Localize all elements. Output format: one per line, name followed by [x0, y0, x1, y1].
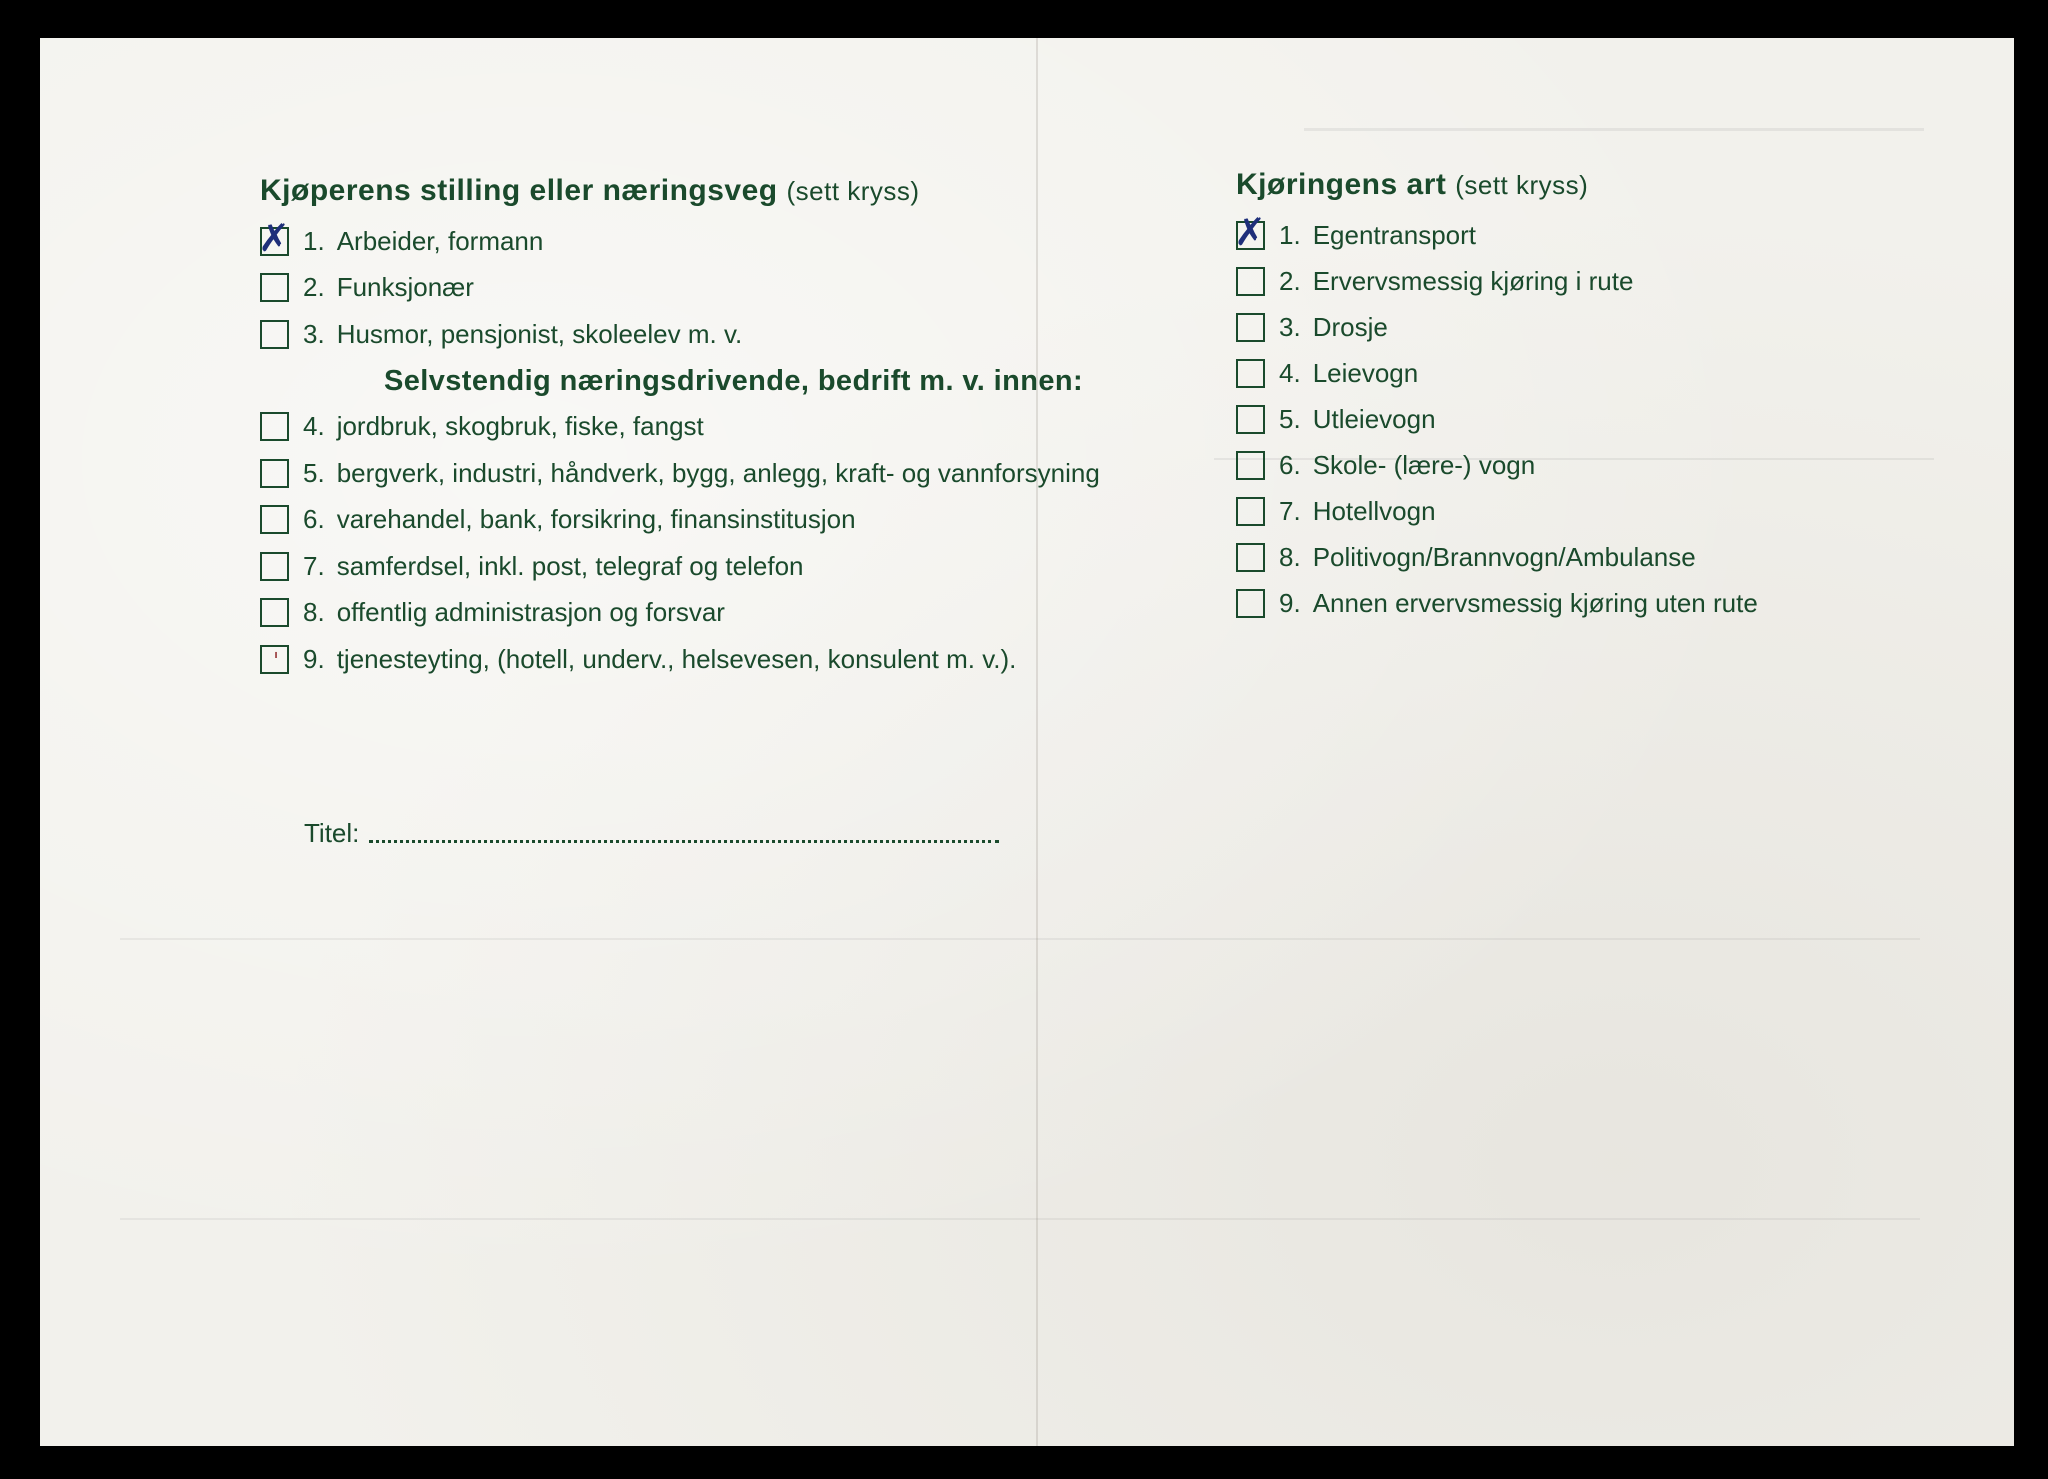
checkbox-row[interactable]: [1236, 258, 1758, 304]
pen-tick-mark: ˈ: [273, 650, 280, 675]
checkbox-row[interactable]: [260, 311, 1100, 358]
item-label: jordbruk, skogbruk, fiske, fangst: [336, 411, 704, 442]
titel-field[interactable]: [304, 818, 999, 849]
item-number: 1.: [303, 225, 325, 256]
titel-dotted-line[interactable]: [369, 840, 999, 843]
driving-type-heading: [1236, 158, 1758, 212]
item-label: Skole- (lære-) vogn: [1312, 449, 1536, 480]
checkbox[interactable]: [258, 215, 290, 260]
item-label: Utleievogn: [1312, 403, 1436, 434]
checkbox[interactable]: [1236, 313, 1265, 342]
item-label: offentlig administrasjon og forsvar: [336, 597, 725, 628]
checkbox-row[interactable]: [258, 215, 1100, 265]
item-number: 6.: [303, 504, 325, 535]
checkbox[interactable]: [1236, 589, 1265, 618]
titel-label: Titel:: [304, 818, 360, 848]
checkbox-row[interactable]: [260, 497, 1100, 544]
item-label: Arbeider, formann: [336, 225, 544, 256]
checkbox[interactable]: [260, 412, 289, 441]
item-number: 9.: [303, 643, 325, 674]
checkbox-row[interactable]: [1236, 396, 1758, 442]
checkbox-row[interactable]: [1236, 304, 1758, 350]
buyer-occupation-heading: [260, 164, 1100, 218]
item-number: 3.: [303, 318, 325, 349]
item-label: samferdsel, inkl. post, telegraf og telefon: [336, 550, 804, 581]
item-label: bergverk, industri, håndverk, bygg, anlegg, kraft- og vannforsyning: [336, 457, 1100, 488]
item-number: 2.: [1279, 265, 1301, 296]
checkbox-row[interactable]: [260, 590, 1100, 637]
checkbox-row[interactable]: [1236, 488, 1758, 534]
item-label: Annen ervervsmessig kjøring uten rute: [1312, 587, 1758, 618]
checkbox[interactable]: [1236, 451, 1265, 480]
checkbox-row[interactable]: [260, 450, 1100, 497]
heading-note: (sett kryss): [1455, 170, 1589, 200]
check-mark-icon: ✗: [1234, 209, 1266, 254]
checkbox[interactable]: [260, 320, 289, 349]
checkbox[interactable]: [260, 505, 289, 534]
item-number: 3.: [1279, 311, 1301, 342]
occupation-list-bottom: [260, 404, 1100, 683]
checkbox-row[interactable]: [1236, 442, 1758, 488]
bleed-through-block: [120, 1218, 1920, 1220]
heading-text: Kjøperens stilling eller næringsveg: [260, 174, 778, 207]
checkbox[interactable]: [1236, 543, 1265, 572]
item-number: 4.: [1279, 357, 1301, 388]
form-sheet: [40, 38, 2014, 1446]
checkbox-row[interactable]: [1236, 580, 1758, 626]
item-number: 4.: [303, 411, 325, 442]
checkbox-row[interactable]: [1236, 350, 1758, 396]
item-number: 5.: [1279, 403, 1301, 434]
checkbox[interactable]: [1236, 359, 1265, 388]
item-label: Drosje: [1312, 311, 1388, 342]
item-number: 8.: [303, 597, 325, 628]
item-number: 7.: [1279, 495, 1301, 526]
checkbox[interactable]: [260, 552, 289, 581]
item-number: 9.: [1279, 587, 1301, 618]
checkbox-row[interactable]: [1236, 534, 1758, 580]
checkbox[interactable]: [260, 598, 289, 627]
self-employed-subheading: Selvstendig næringsdrivende, bedrift m. v. innen:: [384, 364, 1084, 397]
checkbox[interactable]: [260, 459, 289, 488]
item-number: 7.: [303, 550, 325, 581]
checkbox-row[interactable]: [260, 543, 1100, 590]
checkbox-row[interactable]: [260, 636, 1100, 683]
item-label: varehandel, bank, forsikring, finansinstitusjon: [336, 504, 856, 535]
item-label: Egentransport: [1312, 219, 1477, 250]
checkbox[interactable]: [1236, 405, 1265, 434]
item-label: tjenesteyting, (hotell, underv., helsevesen, konsulent m. v.).: [336, 643, 1017, 674]
item-label: Hotellvogn: [1312, 495, 1436, 526]
checkbox-row[interactable]: [260, 265, 1100, 312]
driving-type-list: [1234, 209, 1758, 626]
driving-type-section: [1236, 158, 1758, 626]
checkbox-row[interactable]: [260, 404, 1100, 451]
buyer-occupation-section: [260, 164, 1100, 683]
item-label: Funksjonær: [336, 272, 474, 303]
item-number: 8.: [1279, 541, 1301, 572]
checkbox[interactable]: [1236, 267, 1265, 296]
item-number: 1.: [1279, 219, 1301, 250]
heading-note: (sett kryss): [786, 176, 920, 206]
item-number: 2.: [303, 272, 325, 303]
checkbox[interactable]: [1234, 209, 1266, 254]
item-number: 6.: [1279, 449, 1301, 480]
bleed-through-block: [120, 938, 1920, 940]
checkbox-row[interactable]: [1234, 209, 1758, 258]
item-number: 5.: [303, 457, 325, 488]
occupation-list-top: [258, 215, 1100, 358]
item-label: Ervervsmessig kjøring i rute: [1312, 265, 1634, 296]
item-label: Politivogn/Brannvogn/Ambulanse: [1312, 541, 1696, 572]
checkbox[interactable]: [260, 273, 289, 302]
item-label: Husmor, pensjonist, skoleelev m. v.: [336, 318, 743, 349]
item-label: Leievogn: [1312, 357, 1419, 388]
check-mark-icon: ✗: [258, 215, 290, 260]
checkbox[interactable]: [1236, 497, 1265, 526]
heading-text: Kjøringens art: [1236, 168, 1447, 201]
